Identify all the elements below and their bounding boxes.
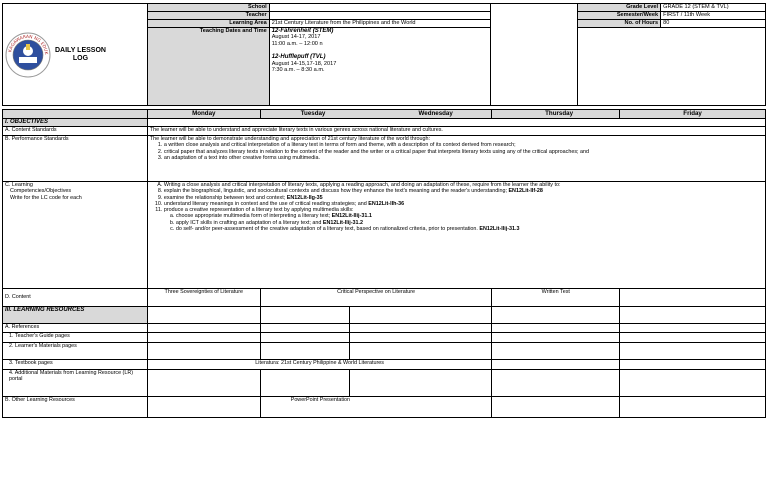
day-friday: Friday <box>620 110 766 119</box>
grade-level-value: GRADE 12 (STEM & TVL) <box>661 4 766 12</box>
competencies-label <box>3 182 148 289</box>
day-monday: Monday <box>147 110 260 119</box>
teaching-dates-label: Teaching Dates and Time <box>147 28 269 106</box>
content-friday <box>620 289 766 307</box>
textbook-label: 3. Textbook pages <box>3 360 148 370</box>
competencies-label-3: Write for the LC code for each <box>10 194 82 201</box>
hours-value: 80 <box>661 20 766 28</box>
day-thursday: Thursday <box>545 109 574 117</box>
competency-code: EN12Lit-IIij-31.3 <box>479 226 520 233</box>
page-title-line2: LOG <box>72 54 89 62</box>
section1-name: 12-Fahrenheit (STEM) <box>271 28 334 34</box>
header-logo-cell <box>3 4 148 106</box>
header-table <box>2 3 766 106</box>
content-standards-text: The learner will be able to understand and appreciate literary texts in various genres across national literature and cultures. <box>147 127 765 136</box>
lesson-table <box>2 109 766 418</box>
grade-level-label: Grade Level <box>578 4 661 12</box>
competencies-label-2: Competencies/Objectives <box>10 188 72 195</box>
section1-dates: August 14-17, 2017 <box>271 34 321 41</box>
learning-area-label: Learning Area <box>147 20 269 28</box>
performance-standards-label: B. Performance Standards <box>3 136 148 182</box>
school-label: School <box>147 4 269 12</box>
competency-code: EN12Lit-IIij-31.1 <box>331 213 372 220</box>
header-right-blank <box>578 28 766 106</box>
seal-text: KAGAWARAN NG EDUK <box>8 34 49 55</box>
other-resources-label: B. Other Learning Resources <box>3 397 148 418</box>
performance-standards-cell <box>147 136 765 182</box>
performance-item: 1. a written close analysis and critical interpretation of a literary text in terms of form and theme, with a description of its context derived from research; <box>164 142 763 148</box>
competencies-cell <box>147 182 765 289</box>
section1-time: 11:00 a.m. – 12:00 n <box>271 40 323 47</box>
references-label: A. References <box>3 324 148 333</box>
performance-intro: The learner will be able to demonstrate understanding and appreciation of 21st century literature of the world through: <box>149 136 431 142</box>
competency-10: 10. understand literary meanings in context and the use of critical reading strategies; and EN12Lit-IIh-36 <box>164 201 763 207</box>
page-title-line1: DAILY LESSON <box>55 46 106 54</box>
competency-9: 9. examine the relationship between text and context; EN12Lit-IIg-35 <box>164 195 763 201</box>
section2-name: 12-Hufflepuff (TVL) <box>271 54 326 61</box>
content-standards-label: A. Content Standards <box>3 127 148 136</box>
day-tuesday: Tuesday <box>260 110 492 119</box>
additional-materials-label: 4. Additional Materials from Learning Resource (LR) portal <box>3 370 148 397</box>
competency-8: 8. explain the biographical, linguistic, and sociocultural contexts and discuss how they enhance the text's meaning and the reader's understanding; EN12Lit-IIf-28 <box>164 188 763 194</box>
deped-seal-icon <box>5 32 51 78</box>
school-value[interactable] <box>269 4 491 12</box>
textbook-value: Literatura: 21st Century Philippine & World Literatures <box>147 360 492 370</box>
competency-code: EN12Lit-IIij-31.2 <box>322 219 364 226</box>
semester-value: FIRST / 11th Week <box>661 12 766 20</box>
performance-item: 2. critical paper that analyzes literary texts in relation to the context of the reader and the writer or a critical paper that interprets literary texts using any of the critical approaches; and <box>164 149 763 155</box>
competency-11a: a. choose appropriate multimedia form of interpreting a literary text; EN12Lit-IIij-31.1 <box>176 213 763 219</box>
content-tue-wed: Critical Perspective on Literature <box>260 289 492 307</box>
section2-time: 7:30 a.m. – 8:30 a.m. <box>271 67 325 74</box>
other-resources-value: PowerPoint Presentation <box>260 397 492 418</box>
teacher-label: Teacher <box>147 12 269 20</box>
teaching-dates-value <box>269 28 491 106</box>
competency-code: EN12Lit-IIg-35 <box>286 194 323 201</box>
content-label: D. Content <box>3 289 148 307</box>
page-title <box>55 47 106 63</box>
days-corner <box>3 110 148 119</box>
competency-11: 11. produce a creative representation of a literary text by applying multimedia skills: a. choose appropriate multimedia form of interpreting a literary text; EN12Lit-IIij-31.1 b. apply ICT skills in crafting an adaptation of a literary text; and EN12Lit-IIij-31.2 c. do self- and/or peer-assessment of the creative adaptation of a literary text, based on rationalized criteria, prior to presentation. EN12Lit-IIij-31.3 <box>164 207 763 232</box>
section2-dates: August 14-15,17-18, 2017 <box>271 60 337 67</box>
header-spacer <box>491 4 578 106</box>
competency-code: EN12Lit-IIh-36 <box>368 200 405 207</box>
performance-item: 3. an adaptation of a text into other creative forms using multimedia. <box>164 155 763 161</box>
teachers-guide-label: 1. Teacher's Guide pages <box>3 333 148 343</box>
teacher-value[interactable] <box>269 12 491 20</box>
competencies-label-1: C. Learning <box>5 182 33 188</box>
competency-code: EN12Lit-IIf-28 <box>508 188 543 195</box>
resources-heading: III. LEARNING RESOURCES <box>3 307 148 324</box>
day-wednesday-thursday <box>418 109 620 119</box>
content-monday: Three Sovereignties of Literature <box>147 289 260 307</box>
competency-a: A. Writing a close analysis and critical interpretation of literary texts, applying a reading approach, and doing an adaptation of these, require from the learner the ability to: <box>164 182 763 188</box>
semester-label: Semester/Week <box>578 12 661 20</box>
day-wednesday: Wednesday <box>418 109 453 117</box>
learners-materials-label: 2. Learner's Materials pages <box>3 343 148 360</box>
competency-11b: b. apply ICT skills in crafting an adaptation of a literary text; and EN12Lit-IIij-31.2 <box>176 220 763 226</box>
objectives-heading: I. OBJECTIVES <box>3 119 148 127</box>
hours-label: No. of Hours <box>578 20 661 28</box>
content-thursday: Written Test <box>492 289 620 307</box>
learning-area-value: 21st Century Literature from the Philippines and the World <box>269 20 491 28</box>
competency-11c: c. do self- and/or peer-assessment of the creative adaptation of a literary text, based on rationalized criteria, prior to presentation. EN12Lit-IIij-31.3 <box>176 226 763 232</box>
